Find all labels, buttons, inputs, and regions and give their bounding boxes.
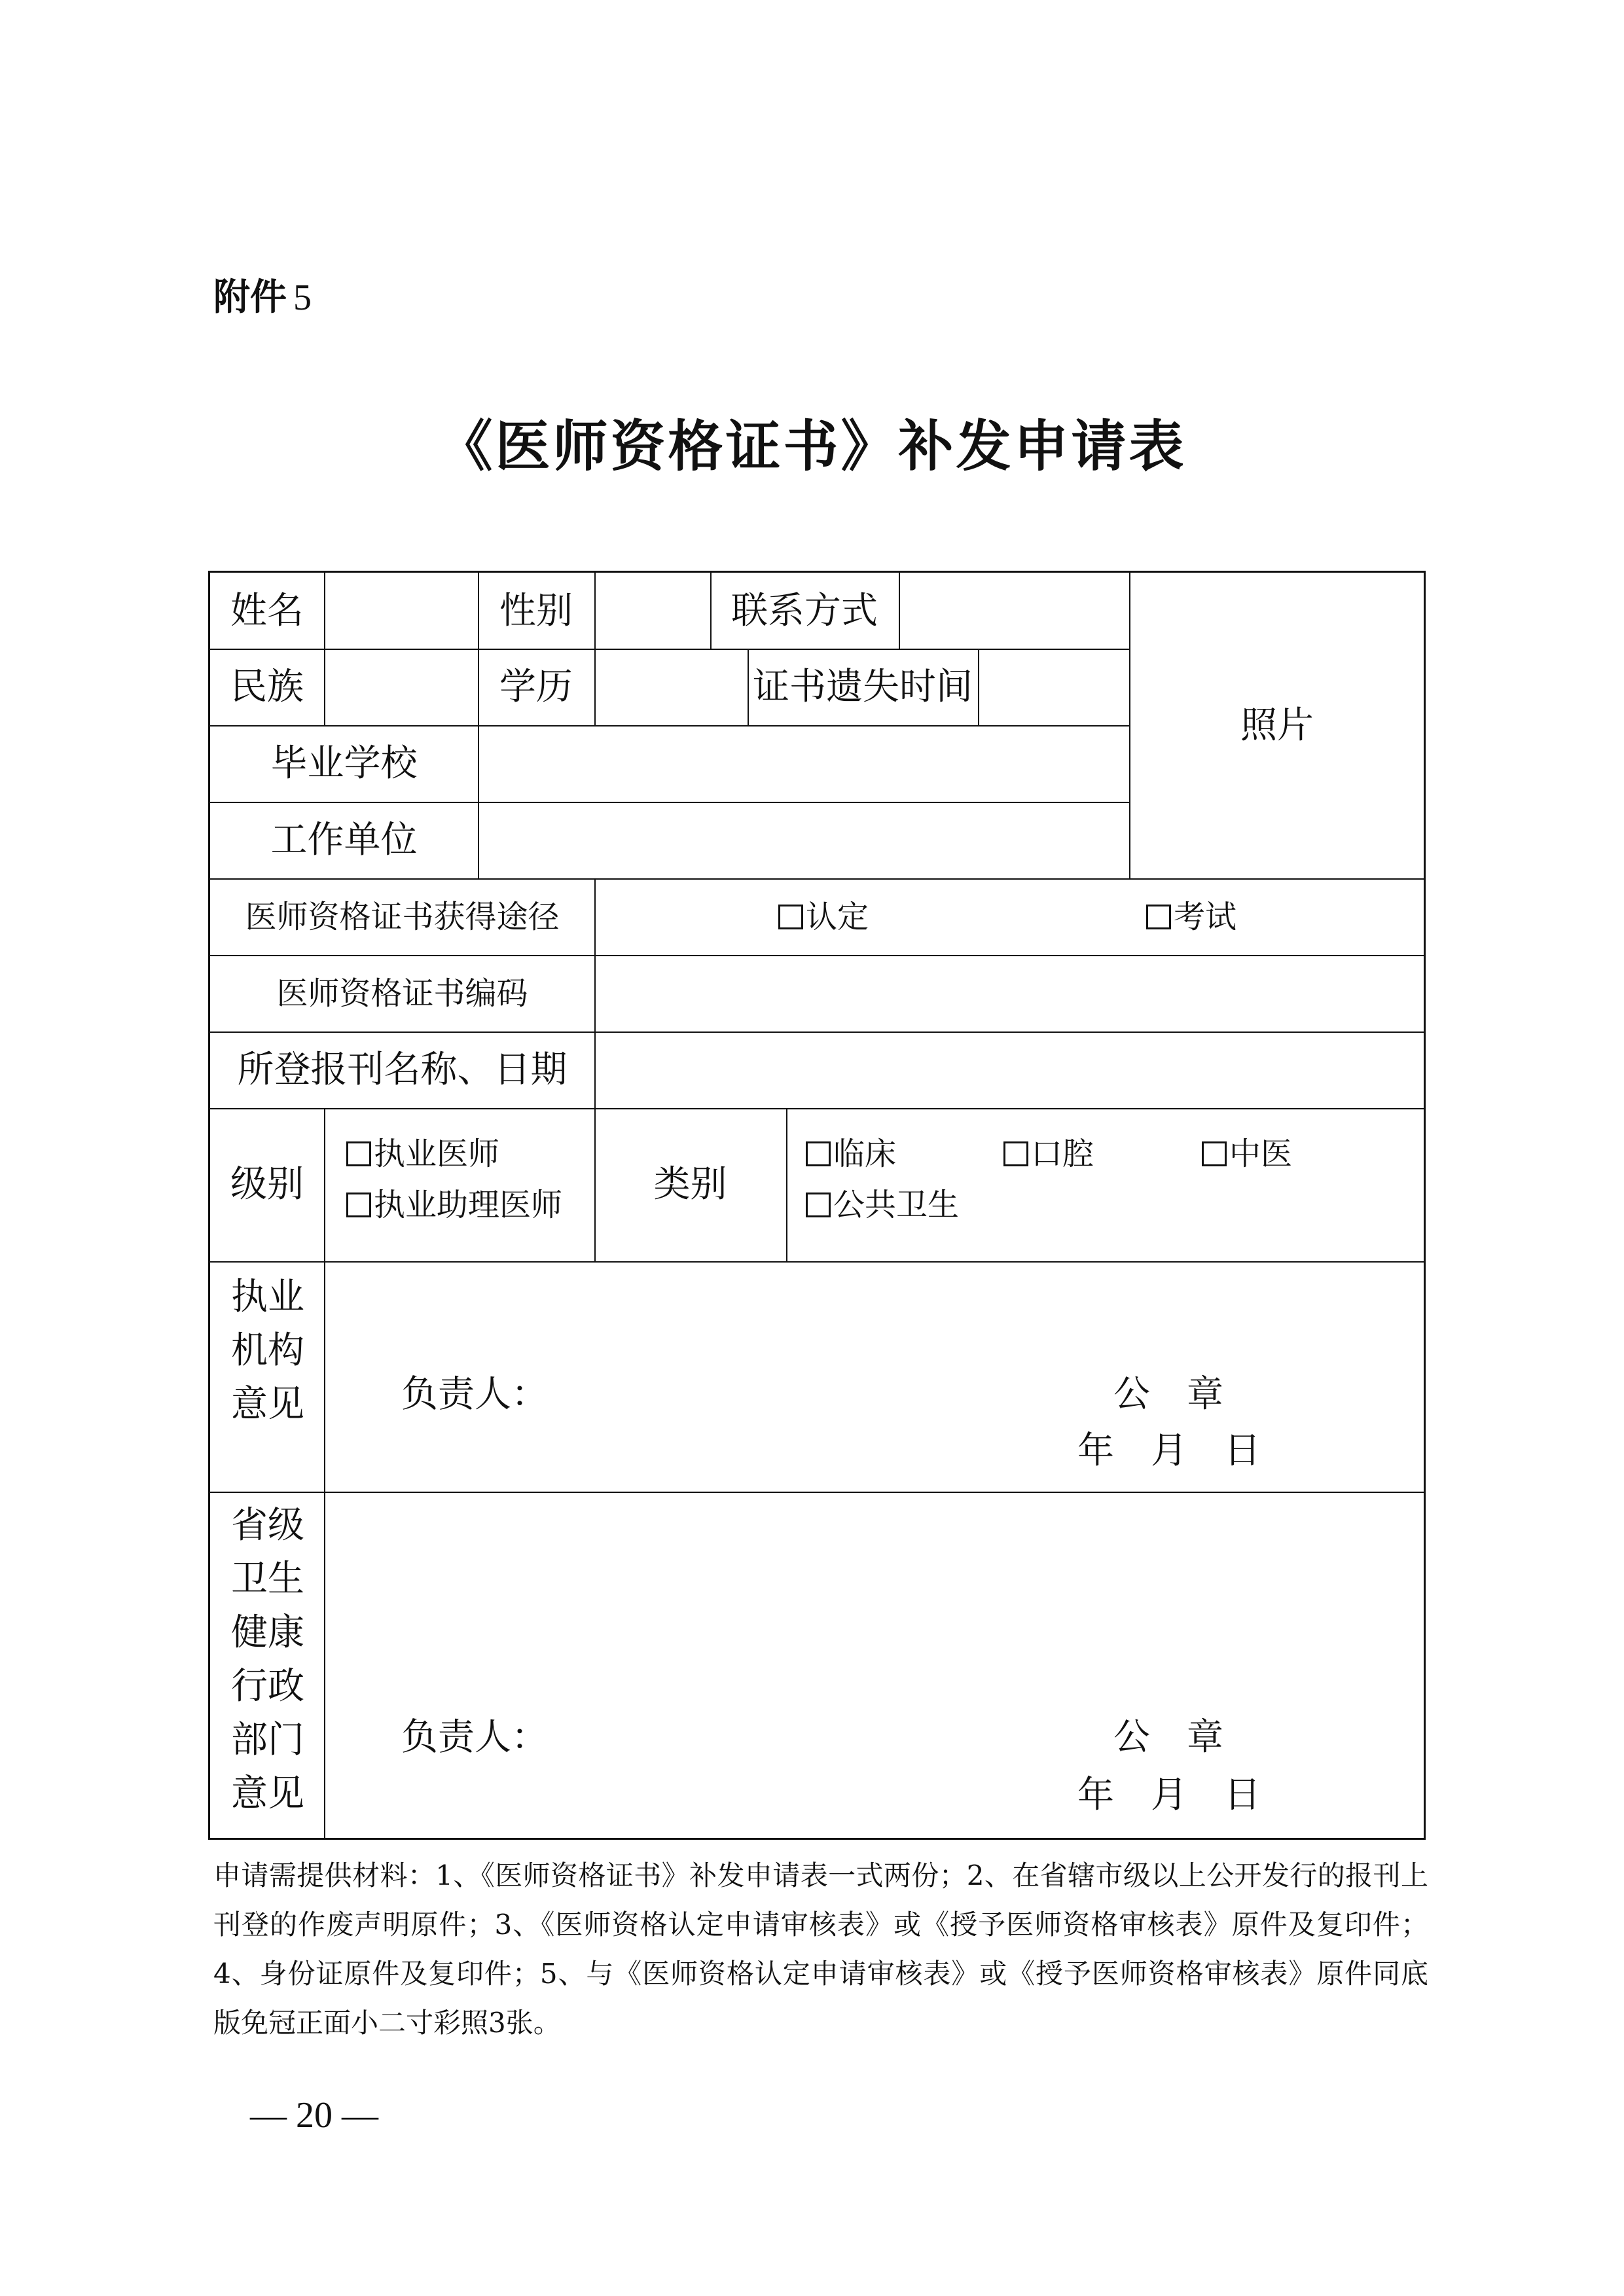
school-field[interactable]: [479, 726, 1129, 802]
name-field[interactable]: [325, 573, 478, 649]
contact-field[interactable]: [900, 573, 1129, 649]
education-label: 学历: [499, 666, 573, 708]
institution-date-label: 年 月 日: [1077, 1429, 1261, 1472]
name-label: 姓名: [230, 589, 304, 632]
category-option-tcm[interactable]: 中医: [1202, 1134, 1292, 1174]
checkbox-icon: [778, 905, 803, 929]
cert-code-field[interactable]: [596, 956, 1424, 1031]
page-number: — 20 —: [250, 2095, 378, 2136]
acquisition-option-certification[interactable]: 认定: [778, 878, 869, 955]
form-title: 《医师资格证书》补发申请表: [437, 414, 1187, 478]
checkbox-icon: [346, 1193, 371, 1217]
level-option-assistant-physician[interactable]: 执业助理医师: [346, 1185, 562, 1225]
institution-responsible-label: 负责人：: [401, 1373, 548, 1416]
gender-field[interactable]: [596, 573, 710, 649]
workplace-field[interactable]: [479, 803, 1129, 878]
cert-code-label: 医师资格证书编码: [276, 975, 528, 1012]
school-label: 毕业学校: [270, 742, 418, 785]
acquisition-label: 医师资格证书获得途径: [245, 898, 560, 935]
gender-label: 性别: [499, 589, 573, 632]
photo-box-label: 照片: [1240, 704, 1314, 747]
province-date-label: 年 月 日: [1077, 1774, 1261, 1816]
category-option-public-health[interactable]: 公共卫生: [806, 1185, 959, 1225]
checkbox-icon: [346, 1141, 371, 1166]
level-label: 级别: [230, 1163, 304, 1206]
province-opinion-label: 省级 卫生 健康 行政 部门 意见: [231, 1504, 304, 1815]
ethnicity-field[interactable]: [325, 650, 478, 725]
institution-seal-label: 公 章: [1113, 1373, 1223, 1416]
checkbox-icon: [1003, 1141, 1028, 1166]
application-form-table: [208, 571, 1426, 1840]
newspaper-label: 所登报刊名称、日期: [237, 1048, 568, 1091]
level-option-practicing-physician[interactable]: 执业医师: [346, 1134, 499, 1174]
category-option-clinical[interactable]: 临床: [806, 1134, 896, 1174]
institution-opinion-label: 执业 机构 意见: [231, 1276, 304, 1426]
newspaper-field[interactable]: [596, 1033, 1424, 1108]
checkbox-icon: [1146, 905, 1171, 929]
attachment-label: 附件 5: [213, 276, 312, 319]
province-seal-label: 公 章: [1113, 1716, 1223, 1759]
acquisition-option-exam[interactable]: 考试: [1146, 878, 1236, 955]
education-field[interactable]: [596, 650, 748, 725]
checkbox-icon: [806, 1193, 831, 1217]
checkbox-icon: [1202, 1141, 1227, 1166]
loss-time-field[interactable]: [979, 650, 1129, 725]
required-materials-note: 申请需提供材料：1、《医师资格证书》补发申请表一式两份；2、在省辖市级以上公开发行的报刊上刊登的作废声明原件；3、《医师资格认定申请审核表》或《授予医师资格审核表》原件及复印件；4、身份证原件及复印件；5、与《医师资格认定申请审核表》或《授予医师资格审核表》原件同底版免冠正面小二寸彩照3张。: [213, 1859, 1428, 2039]
contact-label: 联系方式: [731, 589, 878, 632]
workplace-label: 工作单位: [270, 818, 418, 861]
ethnicity-label: 民族: [230, 666, 304, 708]
loss-time-label: 证书遗失时间: [753, 666, 973, 708]
category-option-dental[interactable]: 口腔: [1003, 1134, 1094, 1174]
province-responsible-label: 负责人：: [401, 1716, 548, 1759]
checkbox-icon: [806, 1141, 831, 1166]
category-label: 类别: [653, 1163, 727, 1206]
